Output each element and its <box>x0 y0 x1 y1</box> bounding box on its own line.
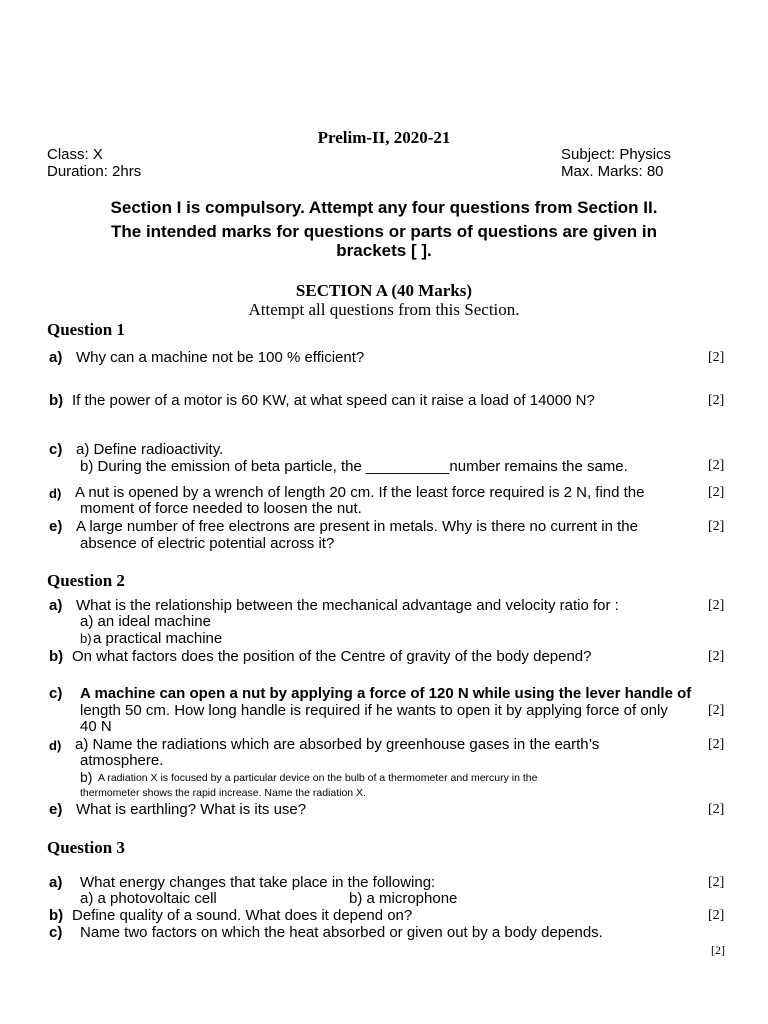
question-2-heading: Question 2 <box>47 571 125 590</box>
question-3-heading: Question 3 <box>47 838 125 857</box>
q3-a-text-3: b) a microphone <box>349 890 458 907</box>
q1-d-text-1: A nut is opened by a wrench of length 20 cm. If the least force required is 2 N, find the <box>75 484 645 501</box>
q1-d-marks: [2] <box>708 485 725 500</box>
q2-c-text-1: A machine can open a nut by applying a force of 120 N while using the lever handle of <box>80 685 692 702</box>
q3-a-marks: [2] <box>708 875 725 890</box>
section-subtitle: Attempt all questions from this Section. <box>248 300 520 319</box>
q3-c-label: c) <box>49 924 63 941</box>
q2-b-text: On what factors does the position of the Centre of gravity of the body depend? <box>72 648 592 665</box>
q3-c-marks: [2] <box>711 943 725 957</box>
q3-a-text-2: a) a photovoltaic cell <box>80 890 217 907</box>
q1-e-label: e) <box>49 518 63 535</box>
q3-a-label: a) <box>49 874 63 891</box>
q1-d-text-2: moment of force needed to loosen the nut. <box>80 500 362 517</box>
instruction-line-3: brackets [ ]. <box>336 241 432 260</box>
q3-b-marks: [2] <box>708 908 725 923</box>
q3-b-label: b) <box>49 907 64 924</box>
instruction-line-2: The intended marks for questions or parts of questions are given in <box>111 222 657 241</box>
q2-a-label: a) <box>49 597 63 614</box>
instruction-line-1: Section I is compulsory. Attempt any four questions from Section II. <box>110 198 658 217</box>
q3-b-text: Define quality of a sound. What does it depend on? <box>72 907 413 924</box>
q2-a-text-3: a practical machine <box>93 630 223 647</box>
q2-d-text-3: A radiation X is focused by a particular device on the bulb of a thermometer and mercury in the <box>98 772 538 784</box>
q1-c-text-1: a) Define radioactivity. <box>76 441 224 458</box>
q3-a-text-1: What energy changes that take place in the following: <box>80 874 436 891</box>
q2-a-marks: [2] <box>708 598 725 613</box>
q2-e-text: What is earthling? What is its use? <box>76 801 307 818</box>
q2-a-text-3-prefix: b) <box>80 631 92 646</box>
q2-c-label: c) <box>49 685 63 702</box>
q1-a-text: Why can a machine not be 100 % efficient? <box>76 349 365 366</box>
q3-c-text: Name two factors on which the heat absorbed or given out by a body depends. <box>80 924 603 941</box>
page-title: Prelim-II, 2020-21 <box>317 128 451 147</box>
q2-d-text-1: a) Name the radiations which are absorbed by greenhouse gases in the earth’s <box>75 736 600 753</box>
q1-e-marks: [2] <box>708 519 725 534</box>
q2-e-marks: [2] <box>708 802 725 817</box>
q2-b-marks: [2] <box>708 649 725 664</box>
q1-c-text-2: b) During the emission of beta particle, the __________number remains the same. <box>80 458 628 475</box>
q2-d-text-4: thermometer shows the rapid increase. Name the radiation X. <box>80 787 366 799</box>
max-marks-label: Max. Marks: 80 <box>561 163 664 180</box>
q2-c-marks: [2] <box>708 703 725 718</box>
q2-d-marks: [2] <box>708 737 725 752</box>
q2-d-text-2: atmosphere. <box>80 752 164 769</box>
q1-c-marks: [2] <box>708 458 725 473</box>
q2-c-text-3: 40 N <box>80 718 112 735</box>
subject-label: Subject: Physics <box>561 146 672 163</box>
q2-d-label: d) <box>49 738 62 753</box>
q2-a-text-2: a) an ideal machine <box>80 613 211 630</box>
duration-label: Duration: 2hrs <box>47 163 142 180</box>
q1-e-text-2: absence of electric potential across it? <box>80 535 335 552</box>
q1-a-marks: [2] <box>708 350 725 365</box>
q2-d-text-3-prefix: b) <box>80 769 93 785</box>
class-label: Class: X <box>47 146 103 163</box>
q1-d-label: d) <box>49 486 62 501</box>
question-1-heading: Question 1 <box>47 320 125 339</box>
q2-e-label: e) <box>49 801 63 818</box>
q1-b-text: If the power of a motor is 60 KW, at what speed can it raise a load of 14000 N? <box>72 392 595 409</box>
q1-a-label: a) <box>49 349 63 366</box>
section-title: SECTION A (40 Marks) <box>295 281 473 300</box>
q1-b-label: b) <box>49 392 64 409</box>
q2-a-text-1: What is the relationship between the mechanical advantage and velocity ratio for : <box>76 597 619 614</box>
q2-c-text-2: length 50 cm. How long handle is required if he wants to open it by applying force of only <box>80 702 668 719</box>
q1-b-marks: [2] <box>708 393 725 408</box>
q1-e-text-1: A large number of free electrons are present in metals. Why is there no current in the <box>76 518 638 535</box>
q2-b-label: b) <box>49 648 64 665</box>
q1-c-label: c) <box>49 441 63 458</box>
